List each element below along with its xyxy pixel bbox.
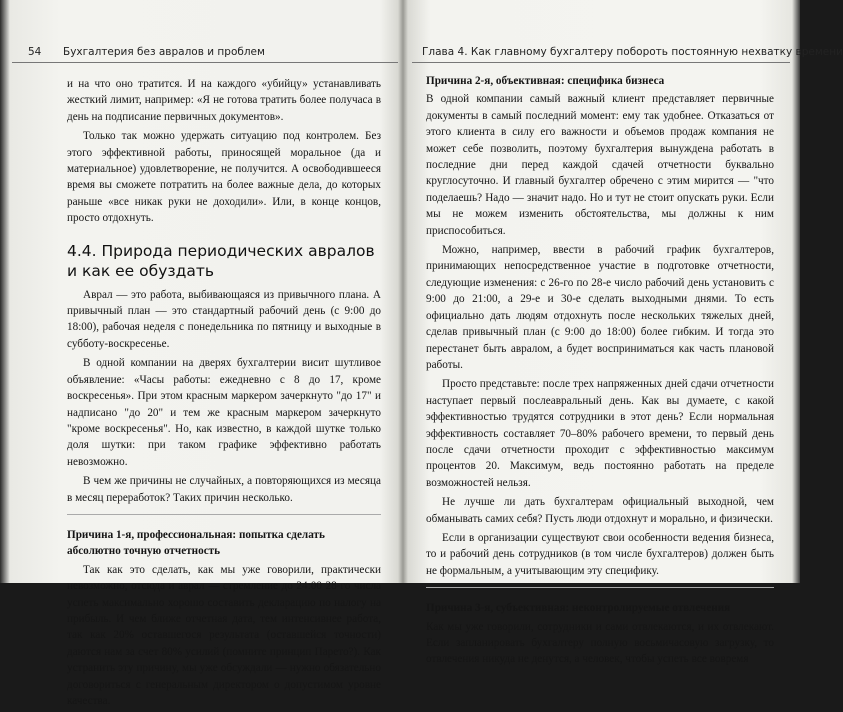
right-page (412, 0, 843, 666)
right-page-body (426, 73, 774, 671)
left-page-header (12, 43, 398, 63)
section-heading: 4.4. Природа периодических авралов и как ее обуздать (67, 241, 375, 280)
reason-2-title: Причина 2-я, объективная: специфика бизнеса (426, 75, 665, 87)
paragraph: Как мы уже говорили, сотрудники и сами отвлекаются, и их отвлекают. Если запланировать бухгалтеру полную восьмичасовую загрузку, то отвлечения никуда не денутся, а человек, чтобы успеть все вовремя (426, 620, 774, 666)
paragraph: Не лучше ли дать бухгалтерам официальный выходной, чем обманывать самих себя? Пусть люди отдохнут и морально, и физически. (426, 496, 774, 525)
divider (426, 587, 774, 588)
paragraph: В чем же причины не случайных, а повторяющихся из месяца в месяц переработок? Таких причин несколько. (67, 475, 381, 504)
reason-3-title: Причина 3-я, субъективная: неконтролируемые отвлечения (426, 602, 731, 615)
left-page (12, 0, 398, 707)
paragraph: Просто представьте: после трех напряженных дней сдачи отчетности наступает первый послеавральный день. Как вы думаете, с какой эффективностью трудятся сотрудники в этот день? Если нормальная эффективность составляет 70–80% рабочего времени, то первый день после сдачи отчетности проходит с эффективностью максимум процентов 20. Максимум, ведь постоянно работать на пределе возможностей нельзя. (426, 378, 774, 489)
running-title-left: Бухгалтерия без авралов и проблем (63, 46, 265, 58)
right-page-header (412, 43, 843, 63)
left-page-body (67, 76, 381, 712)
running-title-right: Глава 4. Как главному бухгалтеру побороть постоянную нехватку времени (422, 46, 843, 58)
paragraph: Можно, например, ввести в рабочий график бухгалтеров, принимающих непосредственное участие в подготовке отчетности, следующие изменения: с 26-го по 28-е число рабочий день установить с 9:00 до 21:00, а 29-е и 30-е сделать выходными днями. То есть официально дать людям отдохнуть после нескольких тяжелых дней, сделав привычный план (с 9:00 до 18:00) более гибким. И тогда это перестанет быть авралом, а будет восприниматься как часть плановой работы. (426, 244, 774, 371)
paragraph: В одной компании на дверях бухгалтерии висит шутливое объявление: «Часы работы: ежедневно с 8 до 17, кроме воскресенья». При этом красным маркером зачеркнуто "до 17" и надписано "до 20" и тем же красным маркером зачеркнуто "кроме воскресенья". Но, как известно, в каждой шутке только доля шутки: при таком графике эффективно работать невозможно. (67, 357, 381, 468)
paragraph: Аврал — это работа, выбивающаяся из привычного плана. А привычный план — это стандартный рабочий день (с 9:00 до 18:00), рабочая неделя с понедельника по пятницу и выходные в субботу-воскресенье. (67, 288, 381, 350)
divider (67, 514, 381, 515)
paragraph: и на что оно тратится. И на каждого «убийцу» устанавливать жесткий лимит, например: «Я не готова тратить более получаса в день на подписание первичных документов». (67, 78, 381, 123)
reason-1-title: Причина 1-я, профессиональная: попытка сделать абсолютно точную отчетность (67, 528, 325, 558)
paragraph: В одной компании самый важный клиент представляет первичные документы в самый последний момент: ему так удобнее. Отказаться от этого клиента в силу его важности и объемов продаж компания не может себе позволить, поэтому бухгалтерия вынуждена работать в последние дни перед каждой сдачей отчетности буквально круглосуточно. И главный бухгалтер обречено с этим мирится — "что поделаешь? Надо — значит надо. Но и тут не стоит опускать руки. Если мы не можем изменить обстоятельства, мы должны к ним приспособиться. (426, 93, 774, 237)
paragraph: Только так можно удержать ситуацию под контролем. Без этого эффективной работы, приносящей моральное (да и материальное) удовлетворение, не получится. А освободившееся время вы сможете потратить на более важные дела, до которых раньше «все никак руки не доходили». Или, в конце концов, просто отдохнуть. (67, 130, 381, 225)
page-number: 54 (28, 46, 42, 58)
paragraph: Так как это сделать, как мы уже говорили, практически невозможно, отсюда и аврал — стремление до 24:00 28-го числа успеть максимально хорошо составить декларацию по налогу на прибыль. И чем ближе отчетная дата, тем интенсивнее работа, так как 20% оставшегося результата (оставшейся точности) даются нам за счет 80% усилий (помните принцип Парето?). Как устранить эту причину, мы уже обсуждали — нужно обязательно договориться с генеральным директором о допустимом уровне качества. (67, 563, 381, 707)
paragraph: Если в организации существуют свои особенности ведения бизнеса, то и рабочий день сотрудников (в том числе бухгалтеров) должен быть не формальным, а учитывающим эту специфику. (426, 531, 774, 577)
